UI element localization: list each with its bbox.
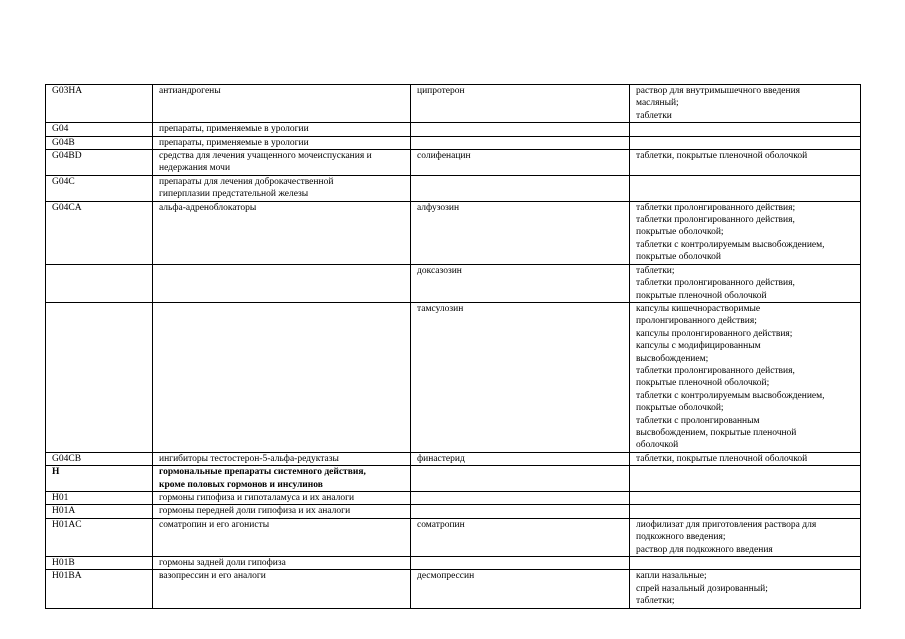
dosage-forms-cell <box>630 175 861 201</box>
dosage-forms-cell <box>630 136 861 149</box>
dosage-forms-cell <box>630 505 861 518</box>
drug-classification-table <box>45 84 861 609</box>
table-body <box>46 85 861 609</box>
atc-code-cell: G04CA <box>46 201 153 264</box>
atc-code-cell <box>46 264 153 302</box>
drug-name-cell <box>411 466 630 492</box>
dosage-forms-cell <box>630 466 861 492</box>
group-name-cell: гормоны передней доли гипофиза и их аналоги <box>153 505 411 518</box>
group-name-cell: антиандрогены <box>153 85 411 123</box>
dosage-forms-cell <box>630 492 861 505</box>
dosage-forms-cell: таблетки; таблетки пролонгированного действия, покрытые пленочной оболочкой <box>630 264 861 302</box>
dosage-forms-cell: таблетки, покрытые пленочной оболочкой <box>630 150 861 176</box>
group-name-cell: препараты, применяемые в урологии <box>153 123 411 136</box>
dosage-forms-cell <box>630 557 861 570</box>
group-name-cell: гормоны гипофиза и гипоталамуса и их аналоги <box>153 492 411 505</box>
table-row <box>46 150 861 176</box>
atc-code-cell: G04C <box>46 175 153 201</box>
atc-code-cell <box>46 302 153 452</box>
table-row <box>46 466 861 492</box>
drug-name-cell: солифенацин <box>411 150 630 176</box>
atc-code-cell: G04CB <box>46 452 153 465</box>
dosage-forms-cell: таблетки пролонгированного действия; таблетки пролонгированного действия, покрытые оболочкой; таблетки с контролируемым высвобождением, покрытые оболочкой <box>630 201 861 264</box>
group-name-cell: ингибиторы тестостерон-5-альфа-редуктазы <box>153 452 411 465</box>
drug-name-cell <box>411 175 630 201</box>
group-name-cell: вазопрессин и его аналоги <box>153 570 411 608</box>
dosage-forms-cell: капли назальные; спрей назальный дозированный; таблетки; <box>630 570 861 608</box>
table-row <box>46 557 861 570</box>
drug-name-cell: финастерид <box>411 452 630 465</box>
group-name-cell: препараты для лечения доброкачественной гиперплазии предстательной железы <box>153 175 411 201</box>
atc-code-cell: G04B <box>46 136 153 149</box>
table-row <box>46 85 861 123</box>
atc-code-cell: G04BD <box>46 150 153 176</box>
table-row <box>46 570 861 608</box>
table-row <box>46 201 861 264</box>
table-row <box>46 123 861 136</box>
group-name-cell: соматропин и его агонисты <box>153 518 411 556</box>
drug-name-cell <box>411 136 630 149</box>
table-row <box>46 492 861 505</box>
atc-code-cell: G04 <box>46 123 153 136</box>
table-row <box>46 302 861 452</box>
group-name-cell: гормоны задней доли гипофиза <box>153 557 411 570</box>
drug-name-cell: алфузозин <box>411 201 630 264</box>
drug-name-cell <box>411 492 630 505</box>
drug-name-cell <box>411 123 630 136</box>
table-row <box>46 175 861 201</box>
table-row <box>46 505 861 518</box>
atc-code-cell: H <box>46 466 153 492</box>
atc-code-cell: H01 <box>46 492 153 505</box>
drug-name-cell: соматропин <box>411 518 630 556</box>
dosage-forms-cell: таблетки, покрытые пленочной оболочкой <box>630 452 861 465</box>
group-name-cell: гормональные препараты системного действия, кроме половых гормонов и инсулинов <box>153 466 411 492</box>
group-name-cell: препараты, применяемые в урологии <box>153 136 411 149</box>
atc-code-cell: H01BA <box>46 570 153 608</box>
drug-name-cell: ципротерон <box>411 85 630 123</box>
dosage-forms-cell: раствор для внутримышечного введения масляный; таблетки <box>630 85 861 123</box>
group-name-cell: альфа-адреноблокаторы <box>153 201 411 264</box>
group-name-cell: средства для лечения учащенного мочеиспускания и недержания мочи <box>153 150 411 176</box>
table-row <box>46 264 861 302</box>
drug-name-cell: тамсулозин <box>411 302 630 452</box>
dosage-forms-cell: капсулы кишечнорастворимые пролонгированного действия; капсулы пролонгированного действия; капсулы с модифицированным высвобождением; таблетки пролонгированного действия, покрытые пленочной оболочкой; таблетки с контролируемым высвобождением, покрытые оболочкой; таблетки с пролонгированным высвобождением, покрытые пленочной оболочкой <box>630 302 861 452</box>
table-row <box>46 136 861 149</box>
dosage-forms-cell <box>630 123 861 136</box>
group-name-cell <box>153 302 411 452</box>
atc-code-cell: H01A <box>46 505 153 518</box>
drug-name-cell <box>411 505 630 518</box>
drug-name-cell <box>411 557 630 570</box>
table-row <box>46 452 861 465</box>
atc-code-cell: H01B <box>46 557 153 570</box>
atc-code-cell: G03HA <box>46 85 153 123</box>
drug-name-cell: доксазозин <box>411 264 630 302</box>
group-name-cell <box>153 264 411 302</box>
table-row <box>46 518 861 556</box>
dosage-forms-cell: лиофилизат для приготовления раствора для подкожного введения; раствор для подкожного введения <box>630 518 861 556</box>
atc-code-cell: H01AC <box>46 518 153 556</box>
drug-name-cell: десмопрессин <box>411 570 630 608</box>
